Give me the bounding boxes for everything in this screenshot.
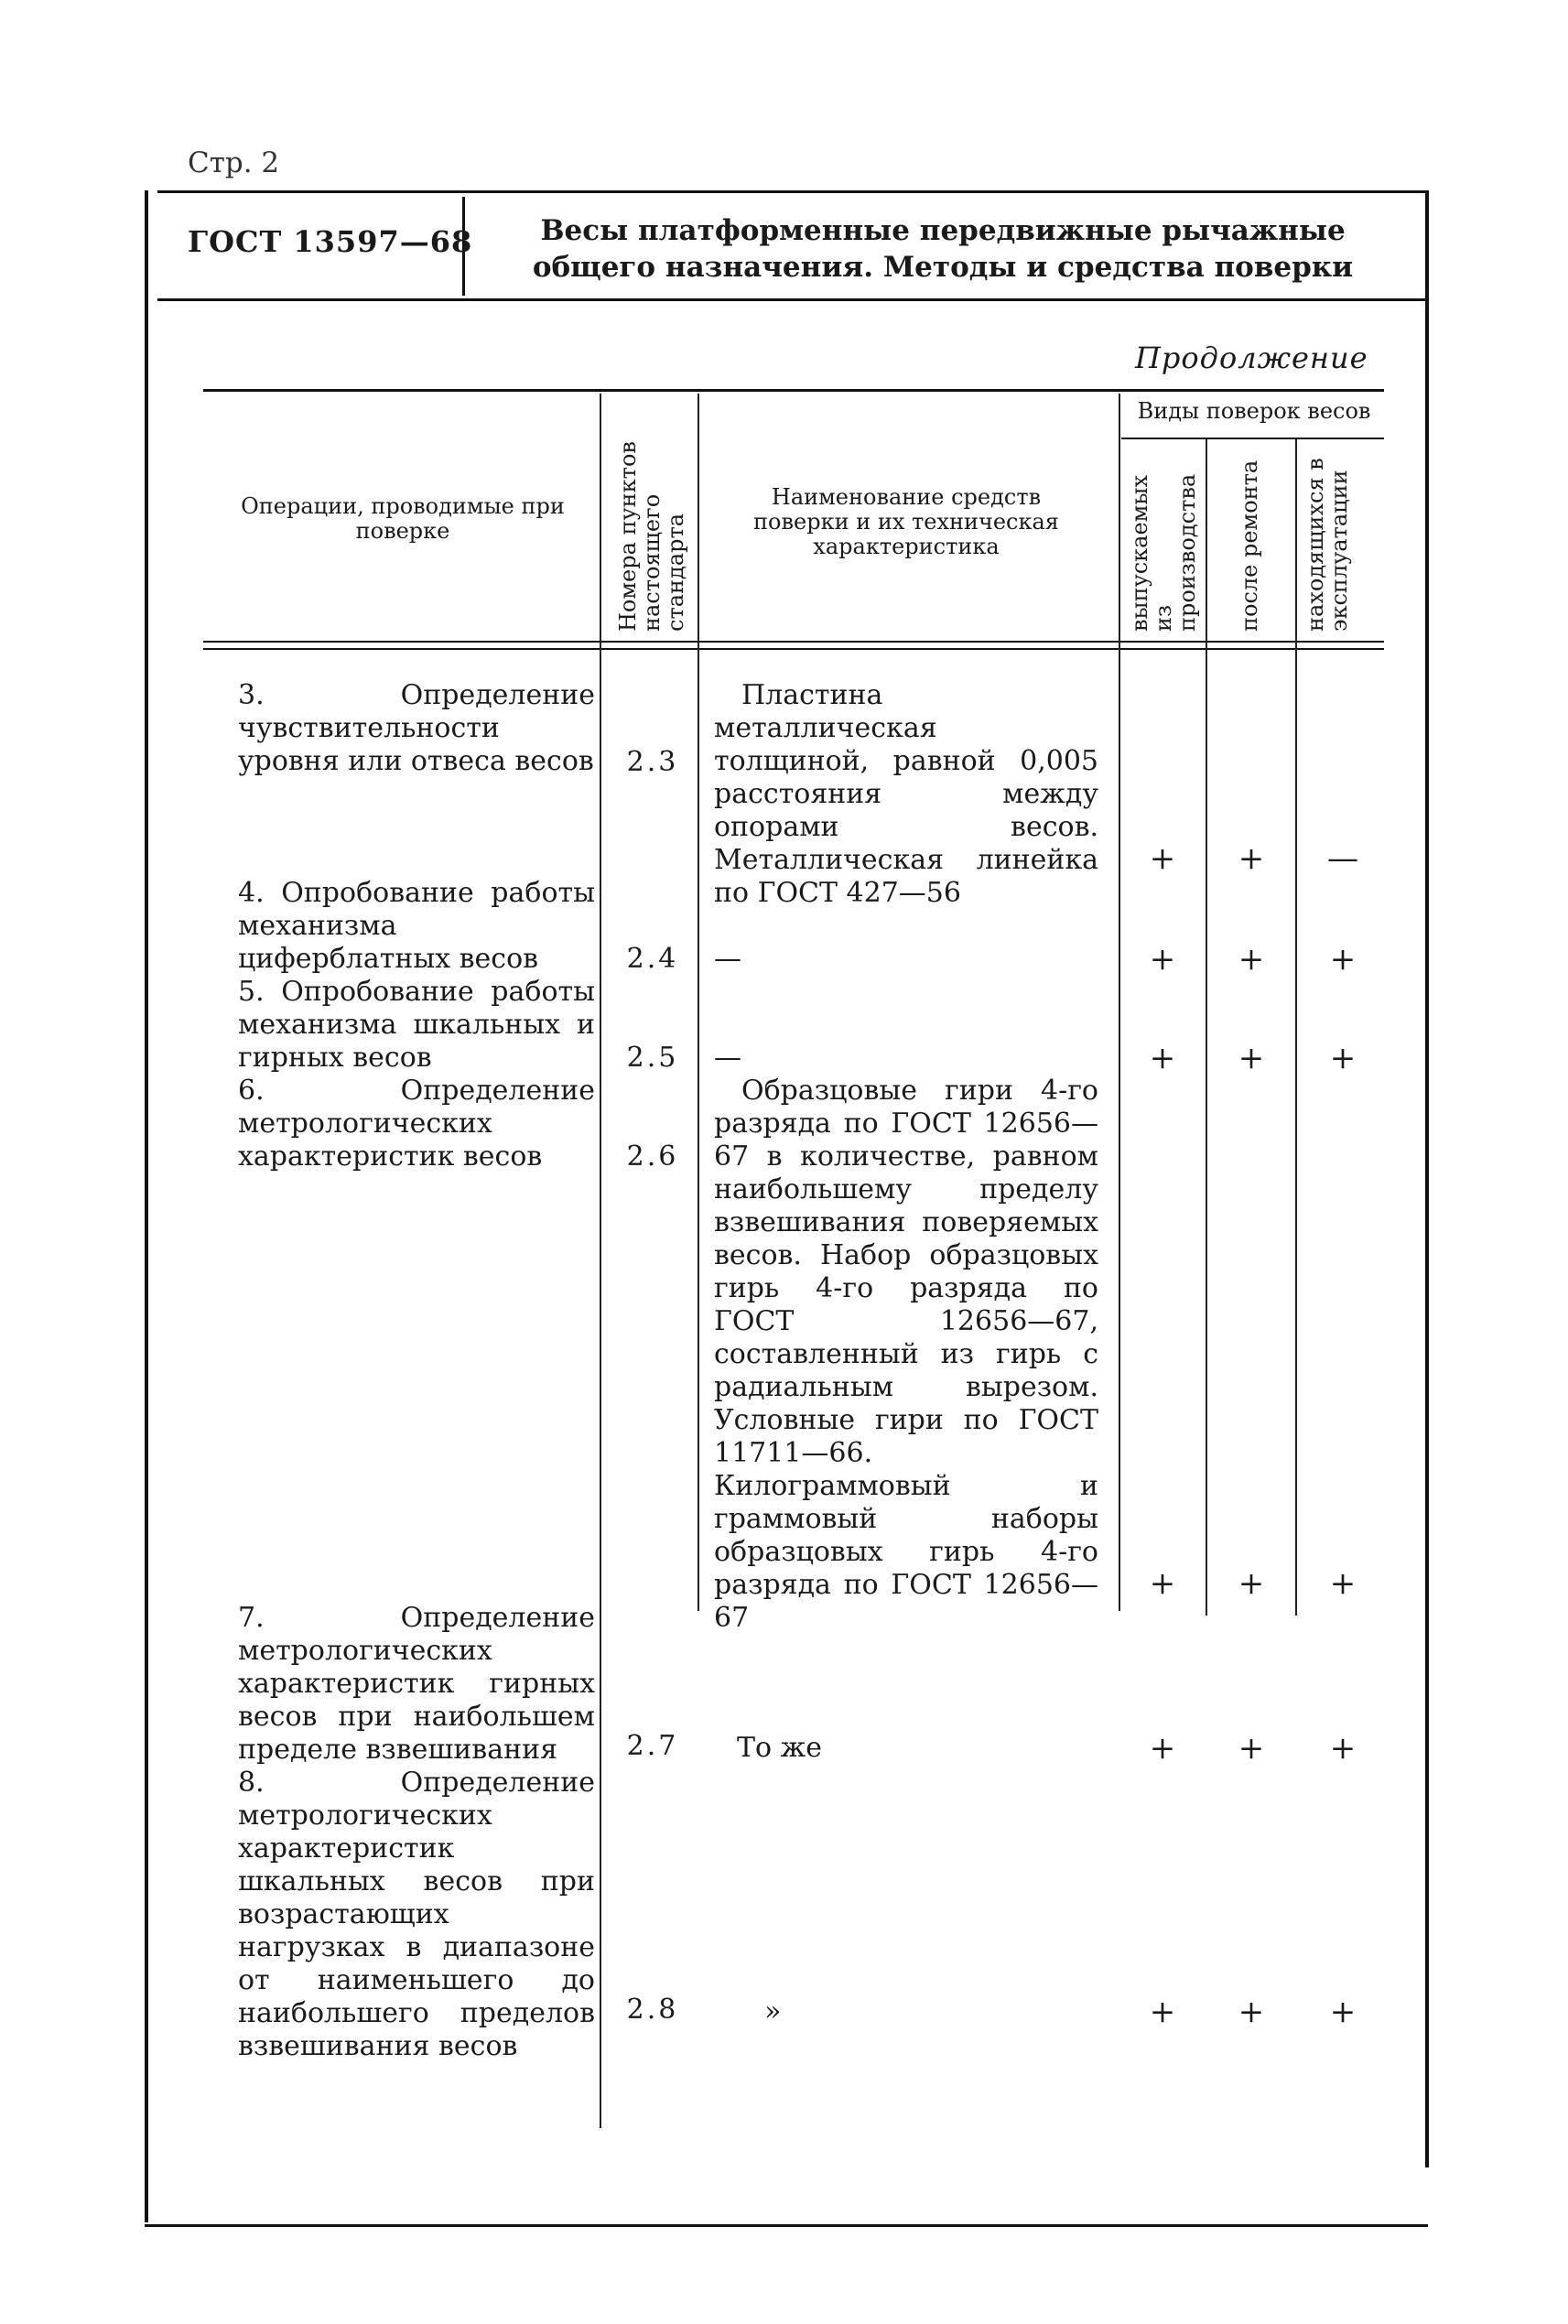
mark-5-new: + <box>1149 1040 1176 1076</box>
frame-right-rule <box>1425 190 1429 2167</box>
gost-code: ГОСТ 13597—68 <box>188 224 473 259</box>
header-means: Наименование средств поверки и их техническая характеристика <box>753 484 1059 559</box>
mark-3-new: + <box>1149 840 1176 877</box>
mark-8-in-use: + <box>1329 1994 1357 2030</box>
mark-4-in-use: + <box>1329 941 1357 978</box>
operation-8: 8. Определение метрологических характеристик шкальных весов при возрастающих нагрузках в диапазоне от наименьшего до наибольшего пределов взвешивания весов <box>238 1767 595 2062</box>
header-clause-numbers: Номера пунктов настоящего стандарта <box>615 441 688 632</box>
header-verification-types: Виды поверок весов <box>1137 398 1371 424</box>
mark-6-in-use: + <box>1329 1565 1357 1602</box>
frame-left-rule <box>145 190 148 2222</box>
document-title: Весы платформенные передвижные рычажные общего назначения. Методы и средства поверки <box>532 214 1354 284</box>
means-7: То же <box>737 1732 822 1764</box>
col-rule-4 <box>1206 439 1207 1616</box>
header-type-repair: после ремонта <box>1237 459 1262 632</box>
mark-6-new: + <box>1149 1565 1176 1602</box>
mark-6-repair: + <box>1238 1565 1265 1602</box>
mark-7-repair: + <box>1238 1730 1265 1767</box>
mark-7-new: + <box>1149 1730 1176 1767</box>
frame-top-rule <box>157 190 1428 193</box>
clause-3: 2.3 <box>626 746 679 778</box>
verification-types-rule <box>1121 438 1384 439</box>
continuation-label: Продолжение <box>1135 340 1368 375</box>
mark-3-repair: + <box>1238 840 1265 877</box>
clause-8: 2.8 <box>626 1994 679 2026</box>
means-4: — <box>714 943 741 975</box>
mark-4-new: + <box>1149 941 1176 978</box>
operation-3: 3. Определение чувствительности уровня или отвеса весов <box>238 679 595 777</box>
mark-5-repair: + <box>1238 1040 1265 1076</box>
col-rule-3 <box>1119 394 1120 1611</box>
mark-5-in-use: + <box>1329 1040 1357 1076</box>
operation-7: 7. Определение метрологических характеристик гирных весов при наибольшем пределе взвешивания <box>238 1602 595 1766</box>
col-rule-5 <box>1295 439 1297 1616</box>
operation-4: 4. Опробование работы механизма циферблатных весов <box>238 877 595 975</box>
header-bottom-rule <box>157 298 1426 301</box>
table-top-rule <box>203 389 1384 392</box>
means-8: » <box>764 1995 782 2027</box>
mark-8-repair: + <box>1238 1994 1265 2030</box>
mark-8-new: + <box>1149 1994 1176 2030</box>
col-rule-1 <box>600 394 601 2128</box>
clause-6: 2.6 <box>626 1140 679 1173</box>
header-type-new: выпускаемых из производства <box>1127 473 1200 632</box>
mark-7-in-use: + <box>1329 1730 1357 1767</box>
col-rule-2 <box>697 394 699 1611</box>
clause-4: 2.4 <box>626 943 679 975</box>
mark-3-in-use: — <box>1327 840 1358 877</box>
header-type-in-use: находящихся в эксплуатации <box>1303 458 1352 632</box>
means-5: — <box>714 1042 741 1074</box>
clause-7: 2.7 <box>626 1730 679 1762</box>
means-3: Пластина металлическая толщиной, равной 0,005 расстояния между опорами весов. Металлическая линейка по ГОСТ 427—56 <box>714 679 1098 909</box>
operation-5: 5. Опробование работы механизма шкальных и гирных весов <box>238 976 595 1074</box>
frame-bottom-rule <box>145 2224 1428 2227</box>
clause-5: 2.5 <box>626 1042 679 1074</box>
mark-4-repair: + <box>1238 941 1265 978</box>
page-number: Стр. 2 <box>188 146 280 179</box>
means-6: Образцовые гири 4-го разряда по ГОСТ 12656—67 в количестве, равном наибольшему пределу взвешивания поверяемых весов. Набор образцовых гирь 4-го разряда по ГОСТ 12656—67, составленный из гирь с радиальным вырезом. Условные гири по ГОСТ 11711—66. Килограммовый и граммовый наборы образцовых гирь 4-го разряда по ГОСТ 12656—67 <box>714 1075 1098 1634</box>
operation-6: 6. Определение метрологических характеристик весов <box>238 1075 595 1173</box>
header-operations: Операции, проводимые при поверке <box>241 493 565 544</box>
